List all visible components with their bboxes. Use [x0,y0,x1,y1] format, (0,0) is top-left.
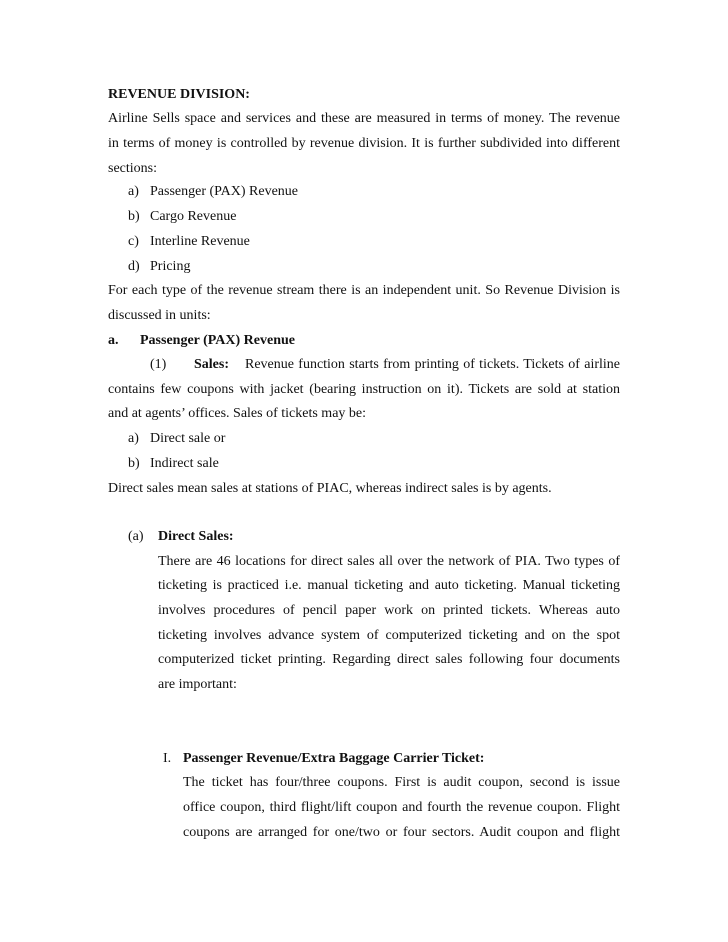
document-line: office coupon, third flight/lift coupon and fourth the revenue coupon. Flight [183,800,620,815]
section-heading: REVENUE DIVISION: [108,87,250,102]
subsection-title: Passenger (PAX) Revenue [140,333,296,348]
subsection-marker: a. [108,333,119,348]
direct-sales-line: are important: [158,677,237,692]
sales-label: Sales: [194,357,229,372]
list-item: Indirect sale [150,456,219,471]
list-marker: d) [128,259,140,274]
list-item: Cargo Revenue [150,209,237,224]
direct-sales-line: ticketing is practiced i.e. manual ticketing and auto ticketing. Manual ticketing [158,578,620,593]
intro-line: Airline Sells space and services and these are measured in terms of money. The revenue [108,111,620,126]
direct-sales-marker: (a) [128,529,144,544]
intro-line: in terms of money is controlled by revenue division. It is further subdivided into different [108,136,620,151]
document-title: Passenger Revenue/Extra Baggage Carrier Ticket: [183,751,485,766]
sales-line: Revenue function starts from printing of tickets. Tickets of airline [245,357,620,372]
document-marker: I. [163,751,172,766]
document-line: The ticket has four/three coupons. First is audit coupon, second is issue [183,775,620,790]
direct-sales-line: ticketing involves advance system of computerized ticketing and on the spot [158,628,620,643]
document-line: coupons are arranged for one/two or four sectors. Audit coupon and flight [183,825,620,840]
direct-sales-line: computerized ticket printing. Regarding direct sales following four documents [158,652,620,667]
sales-line: contains few coupons with jacket (bearing instruction on it). Tickets are sold at station [108,382,620,397]
list-marker: a) [128,431,139,446]
list-marker: c) [128,234,139,249]
direct-indirect-line: Direct sales mean sales at stations of PIAC, whereas indirect sales is by agents. [108,481,552,496]
units-paragraph-line: discussed in units: [108,308,211,323]
list-item: Pricing [150,259,191,274]
list-marker: a) [128,184,139,199]
list-item: Direct sale or [150,431,226,446]
list-marker: b) [128,456,140,471]
intro-line: sections: [108,161,157,176]
direct-sales-title: Direct Sales: [158,529,234,544]
direct-sales-line: involves procedures of pencil paper work on printed tickets. Whereas auto [158,603,620,618]
direct-sales-line: There are 46 locations for direct sales all over the network of PIA. Two types of [158,554,620,569]
sales-line: and at agents’ offices. Sales of tickets may be: [108,406,367,421]
sales-number: (1) [150,357,167,372]
list-item: Passenger (PAX) Revenue [150,184,299,199]
units-paragraph-line: For each type of the revenue stream there is an independent unit. So Revenue Division is [108,283,620,298]
list-marker: b) [128,209,140,224]
list-item: Interline Revenue [150,234,250,249]
